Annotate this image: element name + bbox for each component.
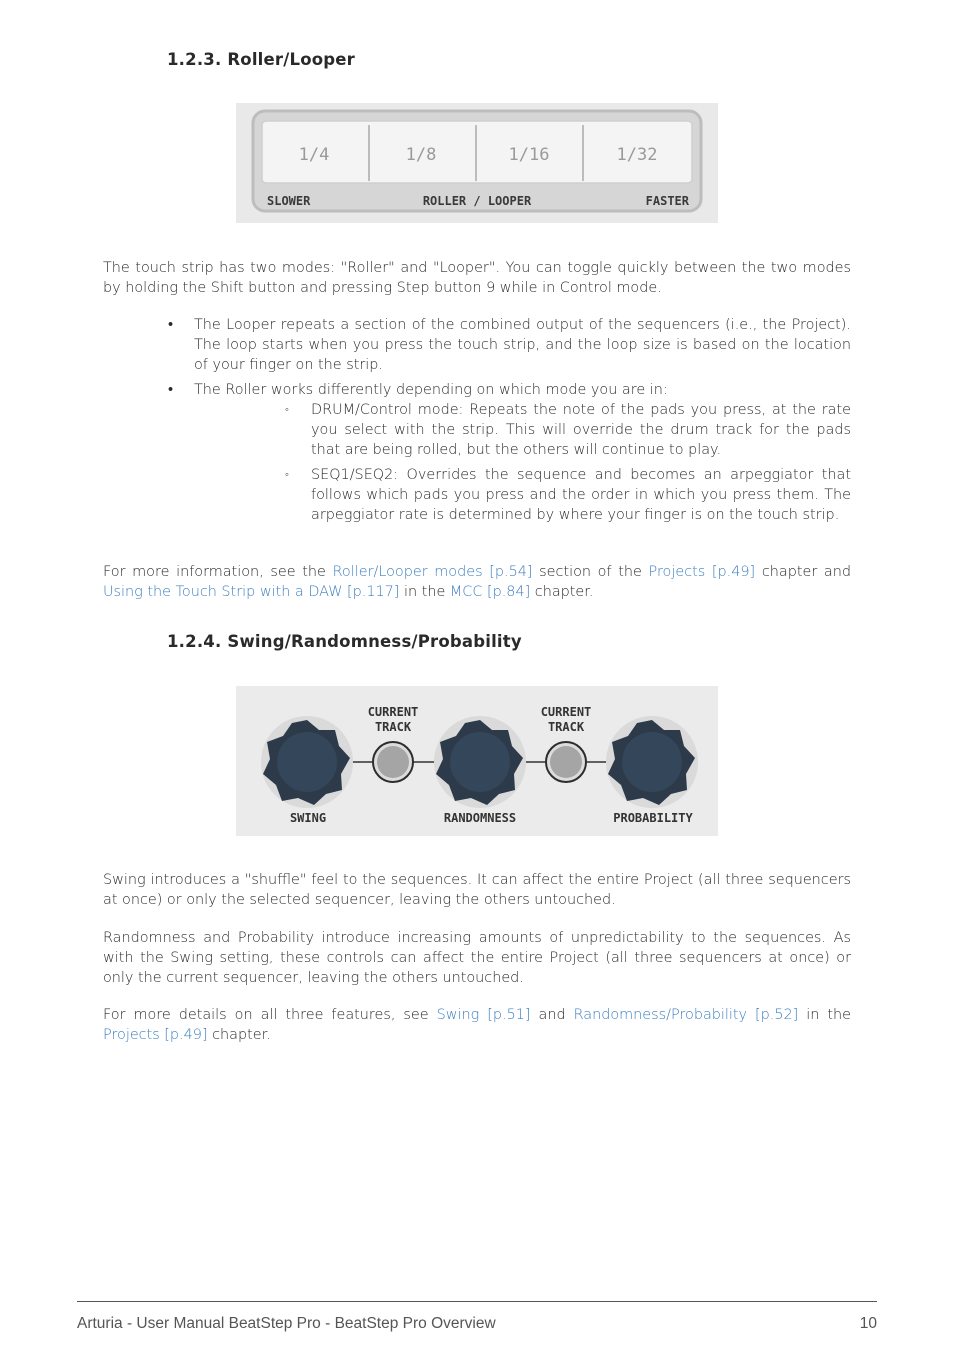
bullet-text: The Roller works differently depending on which mode you are in: [194,382,668,398]
strip-label-roller-looper: ROLLER / LOOPER [422,194,532,208]
text-run: chapter. [530,584,594,600]
strip-label-faster: FASTER [645,194,689,208]
knob-swing[interactable] [261,716,353,808]
knob-label-swing: SWING [289,811,327,825]
text-run: chapter. [207,1027,271,1043]
current-track-label: TRACK [374,720,412,734]
list-item [168,380,851,525]
knob-label-probability: PROBABILITY [613,811,693,825]
text-run: and [530,1007,574,1023]
strip-label-slower: SLOWER [267,194,311,208]
sub-bullet-text: DRUM/Control mode: Repeats the note of the pads you press, at the rate you select with the strip. This will override the drum track for the pads that are being rolled, but the others will continue to play. [311,402,851,458]
link-roller-looper-modes[interactable]: Roller/Looper modes [p.54] [332,564,533,580]
knob-label-randomness: RANDOMNESS [443,811,517,825]
strip-segment-label: 1/4 [298,145,330,165]
section-heading-roller-looper: 1.2.3. Roller/Looper [167,50,356,69]
link-projects[interactable]: Projects [p.49] [103,1027,208,1043]
link-swing[interactable]: Swing [p.51] [436,1007,531,1023]
knob-probability[interactable] [606,716,698,808]
knob-randomness[interactable] [434,716,526,808]
bullet-text: The Looper repeats a section of the combined output of the sequencers (i.e., the Project). The loop starts when you press the touch strip, and the loop size is based on the location of your finger on the strip. [194,317,851,373]
roller-more-info-paragraph [103,562,851,602]
footer-title: Arturia - User Manual BeatStep Pro - BeatStep Pro Overview [77,1315,496,1332]
text-run: section of the [532,564,649,580]
text-run: For more information, see the [103,564,333,580]
strip-segment-label: 1/8 [405,145,437,165]
sub-list-item [285,465,851,525]
strip-segment-label: 1/32 [616,145,658,165]
sub-bullet-marker: ◦ [285,403,289,416]
text-run: in the [798,1007,852,1023]
text-run: For more details on all three features, see [103,1007,437,1023]
bullet-marker: • [168,317,174,333]
sub-bullet-text: SEQ1/SEQ2: Overrides the sequence and becomes an arpeggiator that follows which pads you press and the order in which you press them. The arpeggiator rate is determined by where your finger is on the touch strip. [311,467,851,523]
link-randomness-probability[interactable]: Randomness/Probability [p.52] [573,1007,799,1023]
swing-knobs-figure [236,686,718,836]
text-run: chapter and [755,564,851,580]
link-projects[interactable]: Projects [p.49] [648,564,756,580]
current-track-label: TRACK [547,720,585,734]
footer-divider [77,1301,877,1302]
text-run: in the [399,584,450,600]
roller-sub-list [194,400,851,525]
page-number: 10 [859,1315,877,1332]
link-mcc[interactable]: MCC [p.84] [449,584,531,600]
swing-more-info-paragraph [103,1005,851,1045]
bullet-marker: • [168,382,174,398]
randomness-paragraph: Randomness and Probability introduce increasing amounts of unpredictability to the sequences. As with the Swing setting, these controls can affect the entire Project (all three sequencers at once) or only the current sequencer, leaving the others untouched. [103,930,851,986]
touch-strip-figure [236,103,718,223]
roller-bullet-list [168,315,851,530]
led-current-track [373,742,413,782]
current-track-label: CURRENT [540,705,592,719]
sub-bullet-marker: ◦ [285,468,289,481]
strip-segment-label: 1/16 [508,145,550,165]
link-touch-strip-daw[interactable]: Using the Touch Strip with a DAW [p.117] [103,584,400,600]
swing-paragraph: Swing introduces a "shuffle" feel to the sequences. It can affect the entire Project (all three sequencers at once) or only the selected sequencer, leaving the others untouched. [103,872,851,908]
sub-list-item [285,400,851,460]
list-item [168,315,851,375]
led-current-track [546,742,586,782]
section-heading-swing-randomness-probability: 1.2.4. Swing/Randomness/Probability [167,632,522,651]
current-track-label: CURRENT [367,705,419,719]
roller-intro-paragraph: The touch strip has two modes: "Roller" and "Looper". You can toggle quickly between the two modes by holding the Shift button and pressing Step button 9 while in Control mode. [103,260,851,296]
